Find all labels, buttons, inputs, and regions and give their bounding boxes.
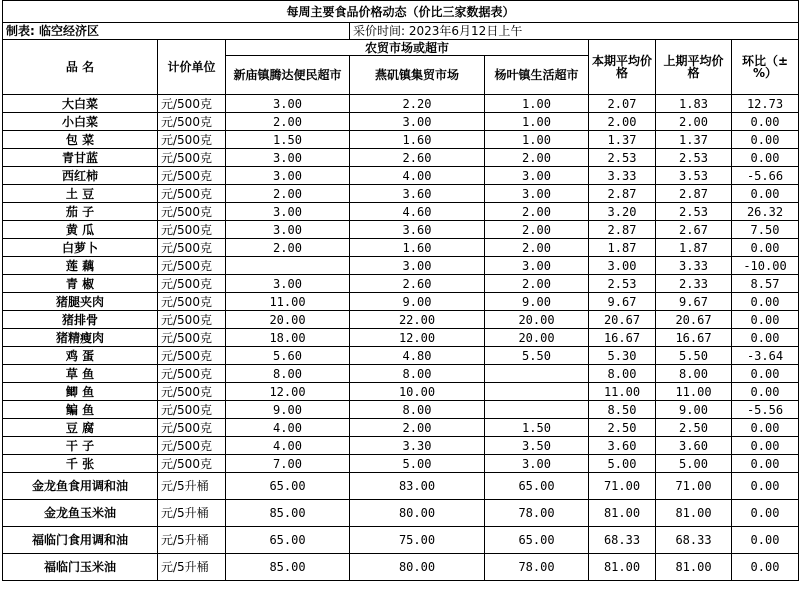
change-cell: 0.00 [732, 185, 799, 203]
unit-cell: 元/500克 [158, 437, 226, 455]
market2-price-cell: 22.00 [350, 311, 485, 329]
prev-avg-cell: 68.33 [656, 527, 732, 554]
prev-avg-cell: 1.37 [656, 131, 732, 149]
maker-label: 制表: [6, 24, 35, 38]
market1-price-cell [226, 257, 350, 275]
unit-cell: 元/500克 [158, 185, 226, 203]
market1-price-cell: 20.00 [226, 311, 350, 329]
table-row [3, 185, 799, 203]
unit-cell: 元/500克 [158, 149, 226, 167]
market2-price-cell: 4.60 [350, 203, 485, 221]
market3-price-cell: 3.00 [485, 185, 589, 203]
market3-price-cell: 3.00 [485, 257, 589, 275]
current-avg-cell: 1.87 [589, 239, 656, 257]
prev-avg-cell: 71.00 [656, 473, 732, 500]
item-name-cell: 千 张 [3, 455, 158, 473]
header-market-group: 农贸市场或超市 [226, 40, 589, 56]
market3-price-cell: 2.00 [485, 149, 589, 167]
market1-price-cell: 12.00 [226, 383, 350, 401]
market1-price-cell: 3.00 [226, 275, 350, 293]
table-row [3, 293, 799, 311]
prev-avg-cell: 2.50 [656, 419, 732, 437]
current-avg-cell: 2.50 [589, 419, 656, 437]
prev-avg-cell: 2.33 [656, 275, 732, 293]
item-name-cell: 白萝卜 [3, 239, 158, 257]
current-avg-cell: 68.33 [589, 527, 656, 554]
item-name-cell: 鳊 鱼 [3, 401, 158, 419]
item-name-cell: 鸡 蛋 [3, 347, 158, 365]
current-avg-cell: 20.67 [589, 311, 656, 329]
market3-price-cell: 1.00 [485, 113, 589, 131]
table-row [3, 329, 799, 347]
change-cell: 0.00 [732, 455, 799, 473]
prev-avg-cell: 3.60 [656, 437, 732, 455]
prev-avg-cell: 5.00 [656, 455, 732, 473]
table-row [3, 500, 799, 527]
market2-price-cell: 10.00 [350, 383, 485, 401]
market3-price-cell: 9.00 [485, 293, 589, 311]
change-cell: 0.00 [732, 554, 799, 581]
item-name-cell: 茄 子 [3, 203, 158, 221]
current-avg-cell: 1.37 [589, 131, 656, 149]
market3-price-cell: 2.00 [485, 275, 589, 293]
market1-price-cell: 8.00 [226, 365, 350, 383]
unit-cell: 元/500克 [158, 383, 226, 401]
market1-price-cell: 3.00 [226, 221, 350, 239]
table-row [3, 365, 799, 383]
header-prev-avg: 上期平均价格 [656, 40, 732, 95]
current-avg-cell: 71.00 [589, 473, 656, 500]
market1-price-cell: 3.00 [226, 203, 350, 221]
time-cell [350, 23, 799, 40]
market1-price-cell: 11.00 [226, 293, 350, 311]
market2-price-cell: 8.00 [350, 365, 485, 383]
market3-price-cell: 78.00 [485, 500, 589, 527]
change-cell: 0.00 [732, 239, 799, 257]
unit-cell: 元/500克 [158, 455, 226, 473]
market2-price-cell: 4.00 [350, 167, 485, 185]
market3-price-cell: 2.00 [485, 221, 589, 239]
market1-price-cell: 85.00 [226, 554, 350, 581]
item-name-cell: 土 豆 [3, 185, 158, 203]
table-row [3, 203, 799, 221]
current-avg-cell: 2.07 [589, 95, 656, 113]
market1-price-cell: 18.00 [226, 329, 350, 347]
current-avg-cell: 2.87 [589, 221, 656, 239]
market3-price-cell: 20.00 [485, 311, 589, 329]
unit-cell: 元/500克 [158, 95, 226, 113]
market2-price-cell: 3.00 [350, 113, 485, 131]
header-current-avg: 本期平均价格 [589, 40, 656, 95]
current-avg-cell: 2.53 [589, 275, 656, 293]
item-name-cell: 福临门食用调和油 [3, 527, 158, 554]
current-avg-cell: 81.00 [589, 500, 656, 527]
item-name-cell: 包 菜 [3, 131, 158, 149]
prev-avg-cell: 3.33 [656, 257, 732, 275]
table-row [3, 167, 799, 185]
header-unit: 计价单位 [158, 40, 226, 95]
market2-price-cell: 9.00 [350, 293, 485, 311]
market2-price-cell: 3.30 [350, 437, 485, 455]
table-row [3, 95, 799, 113]
market1-price-cell: 4.00 [226, 419, 350, 437]
market2-price-cell: 2.60 [350, 149, 485, 167]
unit-cell: 元/5升桶 [158, 500, 226, 527]
change-cell: 0.00 [732, 437, 799, 455]
change-cell: 0.00 [732, 365, 799, 383]
prev-avg-cell: 2.67 [656, 221, 732, 239]
market3-price-cell: 1.50 [485, 419, 589, 437]
header-market1: 新庙镇腾达便民超市 [226, 56, 350, 95]
current-avg-cell: 2.00 [589, 113, 656, 131]
maker-value: 临空经济区 [39, 24, 100, 38]
market3-price-cell: 2.00 [485, 239, 589, 257]
unit-cell: 元/500克 [158, 113, 226, 131]
current-avg-cell: 81.00 [589, 554, 656, 581]
item-name-cell: 青 椒 [3, 275, 158, 293]
market1-price-cell: 9.00 [226, 401, 350, 419]
header-name: 品 名 [3, 40, 158, 95]
item-name-cell: 猪精瘦肉 [3, 329, 158, 347]
current-avg-cell: 2.53 [589, 149, 656, 167]
market1-price-cell: 5.60 [226, 347, 350, 365]
market2-price-cell: 2.00 [350, 419, 485, 437]
unit-cell: 元/500克 [158, 257, 226, 275]
market2-price-cell: 2.60 [350, 275, 485, 293]
change-cell: 0.00 [732, 527, 799, 554]
market2-price-cell: 3.60 [350, 221, 485, 239]
prev-avg-cell: 2.87 [656, 185, 732, 203]
table-row [3, 113, 799, 131]
change-cell: 0.00 [732, 293, 799, 311]
prev-avg-cell: 8.00 [656, 365, 732, 383]
market3-price-cell: 20.00 [485, 329, 589, 347]
unit-cell: 元/500克 [158, 239, 226, 257]
table-row [3, 275, 799, 293]
item-name-cell: 金龙鱼玉米油 [3, 500, 158, 527]
prev-avg-cell: 11.00 [656, 383, 732, 401]
unit-cell: 元/500克 [158, 275, 226, 293]
prev-avg-cell: 2.53 [656, 149, 732, 167]
current-avg-cell: 3.60 [589, 437, 656, 455]
current-avg-cell: 3.33 [589, 167, 656, 185]
table-row [3, 527, 799, 554]
change-cell: 0.00 [732, 113, 799, 131]
current-avg-cell: 3.00 [589, 257, 656, 275]
table-row [3, 383, 799, 401]
current-avg-cell: 16.67 [589, 329, 656, 347]
change-cell: 0.00 [732, 329, 799, 347]
market3-price-cell: 65.00 [485, 473, 589, 500]
market2-price-cell: 75.00 [350, 527, 485, 554]
current-avg-cell: 8.00 [589, 365, 656, 383]
unit-cell: 元/500克 [158, 293, 226, 311]
maker-cell [3, 23, 350, 40]
change-cell: 0.00 [732, 500, 799, 527]
market3-price-cell: 3.00 [485, 167, 589, 185]
table-row [3, 347, 799, 365]
market3-price-cell: 78.00 [485, 554, 589, 581]
unit-cell: 元/5升桶 [158, 473, 226, 500]
market2-price-cell: 3.60 [350, 185, 485, 203]
market1-price-cell: 2.00 [226, 113, 350, 131]
table-row [3, 149, 799, 167]
change-cell: -5.66 [732, 167, 799, 185]
header-market3: 杨叶镇生活超市 [485, 56, 589, 95]
prev-avg-cell: 1.87 [656, 239, 732, 257]
item-name-cell: 金龙鱼食用调和油 [3, 473, 158, 500]
item-name-cell: 豆 腐 [3, 419, 158, 437]
change-cell: -10.00 [732, 257, 799, 275]
market1-price-cell: 3.00 [226, 95, 350, 113]
market3-price-cell: 1.00 [485, 95, 589, 113]
item-name-cell: 草 鱼 [3, 365, 158, 383]
current-avg-cell: 5.30 [589, 347, 656, 365]
table-row [3, 401, 799, 419]
market1-price-cell: 3.00 [226, 167, 350, 185]
market2-price-cell: 83.00 [350, 473, 485, 500]
prev-avg-cell: 9.00 [656, 401, 732, 419]
market2-price-cell: 1.60 [350, 131, 485, 149]
market1-price-cell: 85.00 [226, 500, 350, 527]
prev-avg-cell: 1.83 [656, 95, 732, 113]
prev-avg-cell: 81.00 [656, 500, 732, 527]
time-label: 采价时间: [353, 24, 406, 38]
table-row [3, 221, 799, 239]
current-avg-cell: 8.50 [589, 401, 656, 419]
table-row [3, 437, 799, 455]
market1-price-cell: 65.00 [226, 473, 350, 500]
unit-cell: 元/500克 [158, 347, 226, 365]
table-row [3, 455, 799, 473]
change-cell: 12.73 [732, 95, 799, 113]
current-avg-cell: 9.67 [589, 293, 656, 311]
change-cell: 7.50 [732, 221, 799, 239]
market1-price-cell: 7.00 [226, 455, 350, 473]
prev-avg-cell: 3.53 [656, 167, 732, 185]
unit-cell: 元/5升桶 [158, 527, 226, 554]
market3-price-cell: 1.00 [485, 131, 589, 149]
header-change: 环比（±%） [732, 40, 799, 95]
change-cell: 0.00 [732, 473, 799, 500]
prev-avg-cell: 16.67 [656, 329, 732, 347]
table-title: 每周主要食品价格动态（价比三家数据表） [3, 1, 799, 23]
market2-price-cell: 4.80 [350, 347, 485, 365]
change-cell: 0.00 [732, 131, 799, 149]
item-name-cell: 小白菜 [3, 113, 158, 131]
item-name-cell: 猪腿夹肉 [3, 293, 158, 311]
current-avg-cell: 11.00 [589, 383, 656, 401]
table-row [3, 257, 799, 275]
unit-cell: 元/500克 [158, 203, 226, 221]
market3-price-cell: 65.00 [485, 527, 589, 554]
change-cell: 8.57 [732, 275, 799, 293]
table-row [3, 473, 799, 500]
change-cell: 26.32 [732, 203, 799, 221]
unit-cell: 元/500克 [158, 221, 226, 239]
market2-price-cell: 8.00 [350, 401, 485, 419]
item-name-cell: 黄 瓜 [3, 221, 158, 239]
market2-price-cell: 80.00 [350, 500, 485, 527]
market1-price-cell: 4.00 [226, 437, 350, 455]
item-name-cell: 青甘蓝 [3, 149, 158, 167]
prev-avg-cell: 5.50 [656, 347, 732, 365]
price-table [2, 0, 799, 581]
market2-price-cell: 2.20 [350, 95, 485, 113]
market2-price-cell: 1.60 [350, 239, 485, 257]
market3-price-cell: 3.50 [485, 437, 589, 455]
market2-price-cell: 3.00 [350, 257, 485, 275]
current-avg-cell: 3.20 [589, 203, 656, 221]
table-row [3, 239, 799, 257]
unit-cell: 元/500克 [158, 419, 226, 437]
change-cell: -3.64 [732, 347, 799, 365]
market3-price-cell [485, 401, 589, 419]
market2-price-cell: 12.00 [350, 329, 485, 347]
prev-avg-cell: 2.53 [656, 203, 732, 221]
header-market2: 燕矶镇集贸市场 [350, 56, 485, 95]
prev-avg-cell: 81.00 [656, 554, 732, 581]
change-cell: -5.56 [732, 401, 799, 419]
change-cell: 0.00 [732, 419, 799, 437]
market2-price-cell: 5.00 [350, 455, 485, 473]
market1-price-cell: 2.00 [226, 185, 350, 203]
market1-price-cell: 1.50 [226, 131, 350, 149]
item-name-cell: 干 子 [3, 437, 158, 455]
item-name-cell: 鲫 鱼 [3, 383, 158, 401]
time-value: 2023年6月12日上午 [408, 24, 523, 38]
item-name-cell: 莲 藕 [3, 257, 158, 275]
unit-cell: 元/500克 [158, 131, 226, 149]
prev-avg-cell: 20.67 [656, 311, 732, 329]
item-name-cell: 猪排骨 [3, 311, 158, 329]
unit-cell: 元/500克 [158, 401, 226, 419]
change-cell: 0.00 [732, 383, 799, 401]
market1-price-cell: 2.00 [226, 239, 350, 257]
change-cell: 0.00 [732, 311, 799, 329]
prev-avg-cell: 9.67 [656, 293, 732, 311]
market3-price-cell [485, 383, 589, 401]
market1-price-cell: 3.00 [226, 149, 350, 167]
market3-price-cell: 2.00 [485, 203, 589, 221]
current-avg-cell: 2.87 [589, 185, 656, 203]
table-row [3, 131, 799, 149]
market3-price-cell: 3.00 [485, 455, 589, 473]
item-name-cell: 大白菜 [3, 95, 158, 113]
market1-price-cell: 65.00 [226, 527, 350, 554]
unit-cell: 元/5升桶 [158, 554, 226, 581]
market3-price-cell [485, 365, 589, 383]
prev-avg-cell: 2.00 [656, 113, 732, 131]
unit-cell: 元/500克 [158, 311, 226, 329]
table-row [3, 311, 799, 329]
table-row [3, 419, 799, 437]
item-name-cell: 福临门玉米油 [3, 554, 158, 581]
market2-price-cell: 80.00 [350, 554, 485, 581]
market3-price-cell: 5.50 [485, 347, 589, 365]
unit-cell: 元/500克 [158, 329, 226, 347]
table-row [3, 554, 799, 581]
unit-cell: 元/500克 [158, 167, 226, 185]
change-cell: 0.00 [732, 149, 799, 167]
item-name-cell: 西红柿 [3, 167, 158, 185]
unit-cell: 元/500克 [158, 365, 226, 383]
current-avg-cell: 5.00 [589, 455, 656, 473]
